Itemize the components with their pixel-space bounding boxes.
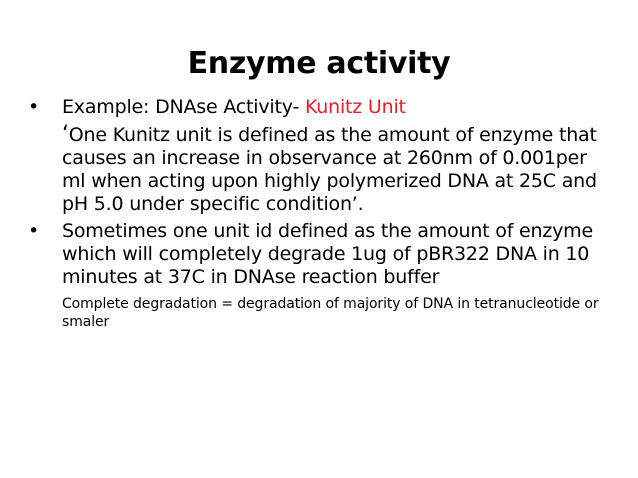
slide-content [28,96,608,331]
kunitz-unit-highlight: Kunitz Unit [304,96,406,118]
alternative-definition-text: Sometimes one unit id defined as the amount of enzyme which will completely degrade 1ug of pBR322 DNA in 10 minutes at 37C in DNAse reaction buffer [62,220,593,288]
kunitz-definition [28,123,608,216]
kunitz-definition-text: One Kunitz unit is defined as the amount of enzyme that causes an increase in observance at 260nm of 0.001per ml when acting upon highly polymerized DNA at 25C and pH 5.0 under specific condition’. [62,124,597,215]
bullet-icon: • [28,220,40,242]
slide-title: Enzyme activity [187,46,451,81]
open-quote-mark: ‘ [62,122,69,147]
example-prefix: Example: DNAse Activity- [62,96,305,118]
degradation-note: Complete degradation = degradation of majority of DNA in tetranucleotide or smaler [62,296,599,330]
bullet-item-example [28,96,608,119]
bullet-item-alternative-definition [28,220,608,289]
bullet-icon: • [28,96,40,118]
